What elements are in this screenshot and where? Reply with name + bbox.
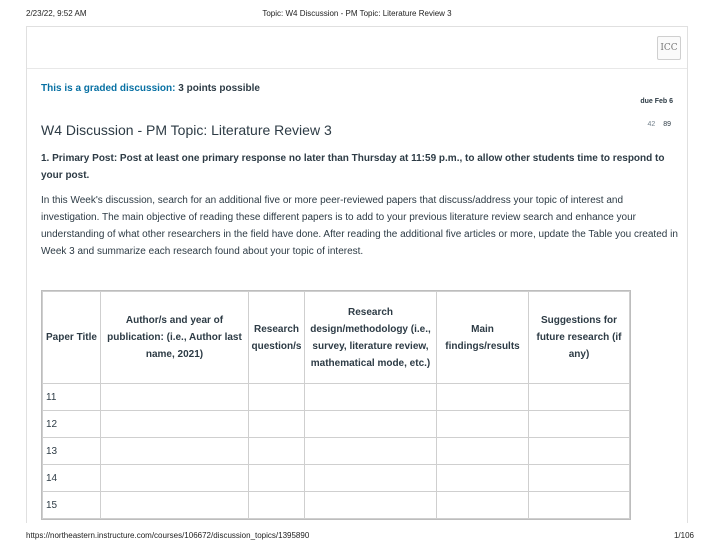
discussion-description: In this Week's discussion, search for an additional five or more peer-reviewed papers that discuss/address your topic of interest and investigation. The main objective of reading these different papers is to add to your previous literature review search and enhance your understanding of what other researchers in the field have done. After reading the additional five articles or more, update the Table you created in Week 3 and summarize each research found about your topic of interest. — [41, 195, 678, 257]
table-cell — [305, 411, 437, 438]
table-row — [43, 384, 630, 411]
table-cell — [437, 465, 529, 492]
table-cell — [249, 384, 305, 411]
table-row — [43, 465, 630, 492]
table-cell — [101, 438, 249, 465]
table-cell — [101, 411, 249, 438]
table-row — [43, 492, 630, 519]
table-cell — [305, 384, 437, 411]
table-row — [43, 411, 630, 438]
points-possible: 3 points possible — [178, 83, 260, 94]
table-row — [43, 438, 630, 465]
discussion-frame — [26, 26, 688, 523]
table-cell — [305, 438, 437, 465]
total-count: 89 — [663, 121, 671, 128]
print-footer — [26, 531, 694, 543]
table-cell — [249, 465, 305, 492]
discussion-title: W4 Discussion - PM Topic: Literature Review 3 — [41, 122, 332, 138]
table-cell — [437, 492, 529, 519]
header-author-year: Author/s and year of publication: (i.e., Author last name, 2021) — [101, 292, 249, 384]
row-number: 13 — [43, 438, 101, 465]
table-cell — [529, 384, 630, 411]
table-cell — [249, 492, 305, 519]
table-cell — [249, 438, 305, 465]
research-summary-table — [42, 291, 630, 519]
table-cell — [437, 384, 529, 411]
table-cell — [529, 411, 630, 438]
print-header — [26, 9, 688, 21]
page-url: https://northeastern.instructure.com/courses/106672/discussion_topics/1395890 — [26, 531, 310, 540]
print-datetime: 2/23/22, 9:52 AM — [26, 9, 87, 18]
header-research-questions: Research question/s — [249, 292, 305, 384]
table-cell — [249, 411, 305, 438]
table-cell — [529, 438, 630, 465]
header-main-findings: Main findings/results — [437, 292, 529, 384]
header-paper-title: Paper Title — [43, 292, 101, 384]
due-date: due Feb 6 — [640, 98, 673, 105]
unread-count[interactable]: 42 — [647, 121, 656, 128]
graded-label: This is a graded discussion: — [41, 83, 176, 94]
graded-notice — [41, 83, 260, 94]
table-header-row — [43, 292, 630, 384]
print-page-title: Topic: W4 Discussion - PM Topic: Literature Review 3 — [262, 9, 452, 18]
institution-logo[interactable]: ICC — [657, 36, 681, 60]
table-cell — [437, 411, 529, 438]
table-cell — [101, 492, 249, 519]
row-number: 11 — [43, 384, 101, 411]
table-cell — [437, 438, 529, 465]
reply-counts — [647, 121, 671, 128]
top-bar — [27, 27, 687, 69]
row-number: 15 — [43, 492, 101, 519]
page-number: 1/106 — [673, 531, 694, 540]
header-research-design: Research design/methodology (i.e., survey, literature review, mathematical mode, etc.) — [305, 292, 437, 384]
table-cell — [529, 465, 630, 492]
table-cell — [305, 492, 437, 519]
primary-post-instruction: 1. Primary Post: Post at least one primary response no later than Thursday at 11:59 p.m., to allow other students time to respond to your post. — [41, 153, 665, 181]
row-number: 12 — [43, 411, 101, 438]
row-number: 14 — [43, 465, 101, 492]
table-cell — [305, 465, 437, 492]
header-future-research: Suggestions for future research (if any) — [529, 292, 630, 384]
table-cell — [529, 492, 630, 519]
table-cell — [101, 465, 249, 492]
table-cell — [101, 384, 249, 411]
